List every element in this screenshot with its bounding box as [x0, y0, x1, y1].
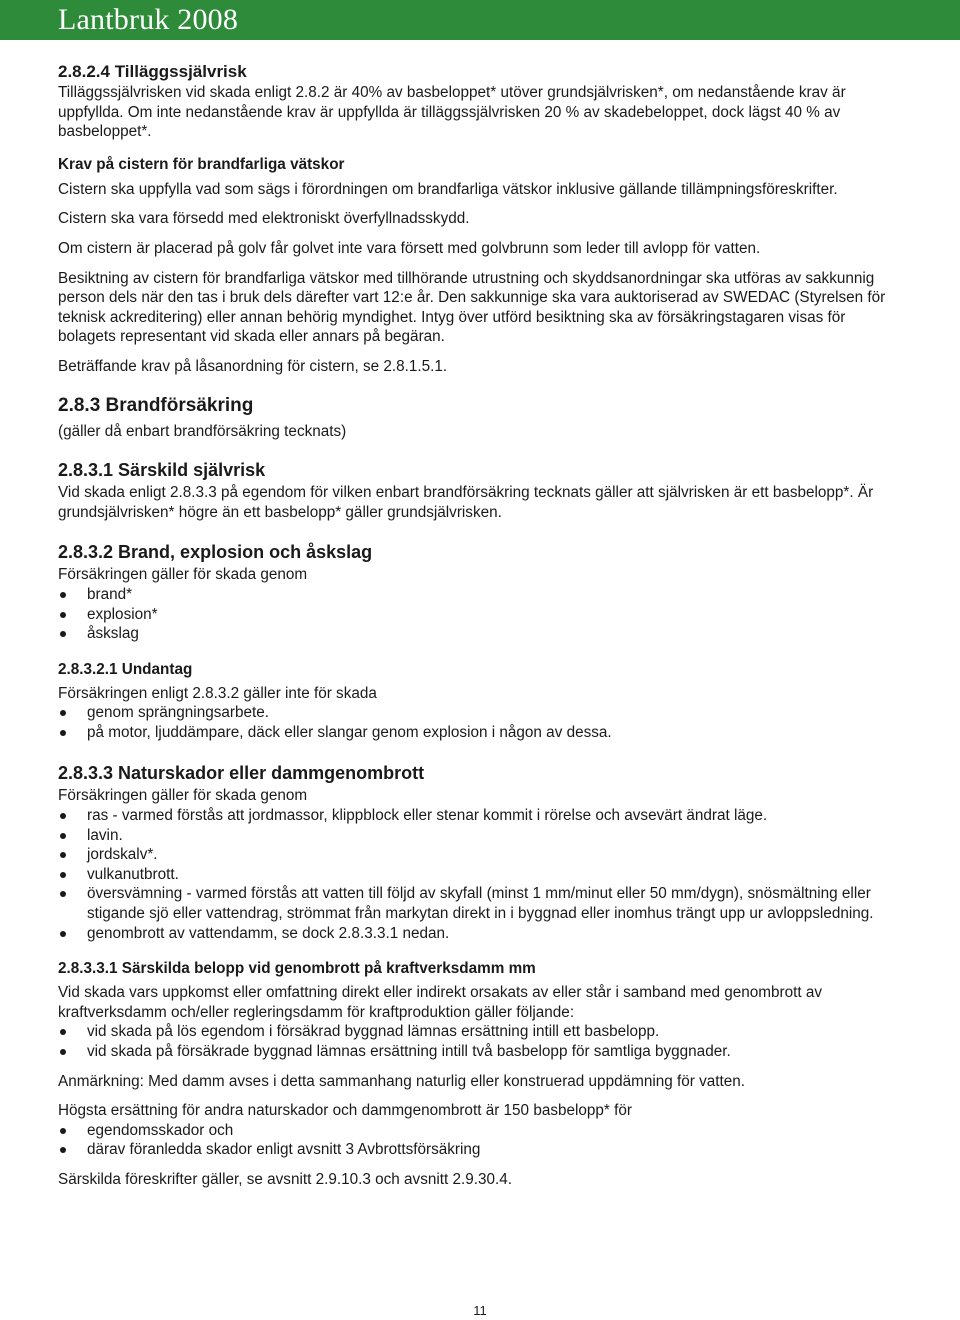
intro-2833: Försäkringen gäller för skada genom [58, 787, 308, 805]
list-item: översvämning - varmed förstås att vatten till följd av skyfall (minst 1 mm/minut eller 50 mm/dygn), snösmältning eller stigande sjö eller vattendrag, strömmat från markytan direkt in i byggnad eller inomhus trängt upp ur avloppsledning. [58, 884, 890, 923]
subtitle-283: (gäller då enbart brandförsäkring tecknats) [58, 422, 347, 440]
page-number: 11 [473, 1303, 487, 1318]
list-2833 [58, 806, 890, 943]
paragraph-cistern-1: Cistern ska uppfylla vad som sägs i förordningen om brandfarliga vätskor inklusive gällande tillämpningsföreskrifter. [58, 180, 838, 198]
heading-28321: 2.8.3.2.1 Undantag [58, 660, 193, 678]
heading-2833: 2.8.3.3 Naturskador eller dammgenombrott [58, 763, 425, 784]
list-max-28331 [58, 1121, 890, 1160]
heading-2831: 2.8.3.1 Särskild självrisk [58, 460, 266, 481]
list-item: därav föranledda skador enligt avsnitt 3 Avbrottsförsäkring [58, 1140, 890, 1160]
list-item: genombrott av vattendamm, se dock 2.8.3.3.1 nedan. [58, 924, 890, 944]
list-item: explosion* [58, 605, 890, 625]
list-item: jordskalv*. [58, 845, 890, 865]
heading-2832: 2.8.3.2 Brand, explosion och åskslag [58, 542, 373, 563]
max-intro-28331: Högsta ersättning för andra naturskador och dammgenombrott är 150 basbelopp* för [58, 1102, 632, 1120]
list-item: egendomsskador och [58, 1121, 890, 1141]
paragraph-cistern-3: Om cistern är placerad på golv får golvet inte vara försett med golvbrunn som leder till avlopp för vatten. [58, 239, 761, 257]
paragraph-cistern-4: Besiktning av cistern för brandfarliga vätskor med tillhörande utrustning och skyddsanordningar ska utföras av sakkunnig person dels när den tas i bruk dels därefter vart 12:e år. Den sakkunnige ska vara auktoriserad av SWEDAC (Styrelsen för teknisk ackreditering) eller annan behörig myndighet. Intyg över utförd besiktning ska av försäkringstagaren visas för bolagets representant vid skada eller annars på begäran. [58, 269, 886, 346]
heading-28331: 2.8.3.3.1 Särskilda belopp vid genombrott på kraftverksdamm mm [58, 960, 536, 978]
heading-2824: 2.8.2.4 Tilläggssjälvrisk [58, 62, 247, 81]
document-title: Lantbruk 2008 [58, 3, 239, 36]
heading-283: 2.8.3 Brandförsäkring [58, 394, 254, 416]
paragraph-cistern-2: Cistern ska vara försedd med elektroniskt överfyllnadsskydd. [58, 210, 470, 228]
list-item: brand* [58, 585, 890, 605]
list-item: lavin. [58, 826, 890, 846]
list-item: vid skada på lös egendom i försäkrad byggnad lämnas ersättning intill ett basbelopp. [58, 1022, 890, 1042]
list-28321 [58, 703, 890, 742]
list-item: på motor, ljuddämpare, däck eller slangar genom explosion i någon av dessa. [58, 723, 890, 743]
header-bar [0, 0, 960, 40]
list-item: åskslag [58, 624, 890, 644]
footer-note: Särskilda föreskrifter gäller, se avsnitt 2.9.10.3 och avsnitt 2.9.30.4. [58, 1170, 513, 1188]
intro-28331: Vid skada vars uppkomst eller omfattning direkt eller indirekt orsakats av eller står i samband med genombrott av kraftverksdamm och/eller regleringsdamm för kraftproduktion gäller följande: [58, 984, 823, 1021]
intro-2832: Försäkringen gäller för skada genom [58, 566, 308, 584]
list-item: ras - varmed förstås att jordmassor, klippblock eller stenar kommit i rörelse och avsevärt ändrat läge. [58, 806, 890, 826]
list-item: vulkanutbrott. [58, 865, 890, 885]
list-28331 [58, 1022, 890, 1061]
page-content [58, 62, 890, 1190]
list-item: genom sprängningsarbete. [58, 703, 890, 723]
paragraph-2824: Tilläggssjälvrisken vid skada enligt 2.8.2 är 40% av basbeloppet* utöver grundsjälvrisken*, om nedanstående krav är uppfyllda. Om inte nedanstående krav är uppfyllda är tilläggssjälvrisken 20 % av skadebeloppet, dock lägst 40 % av basbeloppet*. [58, 84, 846, 141]
paragraph-2831: Vid skada enligt 2.8.3.3 på egendom för vilken enbart brandförsäkring tecknats gäller att självrisken är ett basbelopp*. Är grundsjälvrisken* högre än ett basbelopp* gäller grundsjälvrisken. [58, 484, 874, 521]
heading-cistern: Krav på cistern för brandfarliga vätskor [58, 155, 345, 173]
remark-28331: Anmärkning: Med damm avses i detta sammanhang naturlig eller konstruerad uppdämning för vatten. [58, 1072, 746, 1090]
list-item: vid skada på försäkrade byggnad lämnas ersättning intill två basbelopp för samtliga byggnader. [58, 1042, 890, 1062]
list-2832 [58, 585, 890, 644]
intro-28321: Försäkringen enligt 2.8.3.2 gäller inte för skada [58, 684, 377, 702]
paragraph-cistern-5: Beträffande krav på låsanordning för cistern, se 2.8.1.5.1. [58, 357, 448, 375]
